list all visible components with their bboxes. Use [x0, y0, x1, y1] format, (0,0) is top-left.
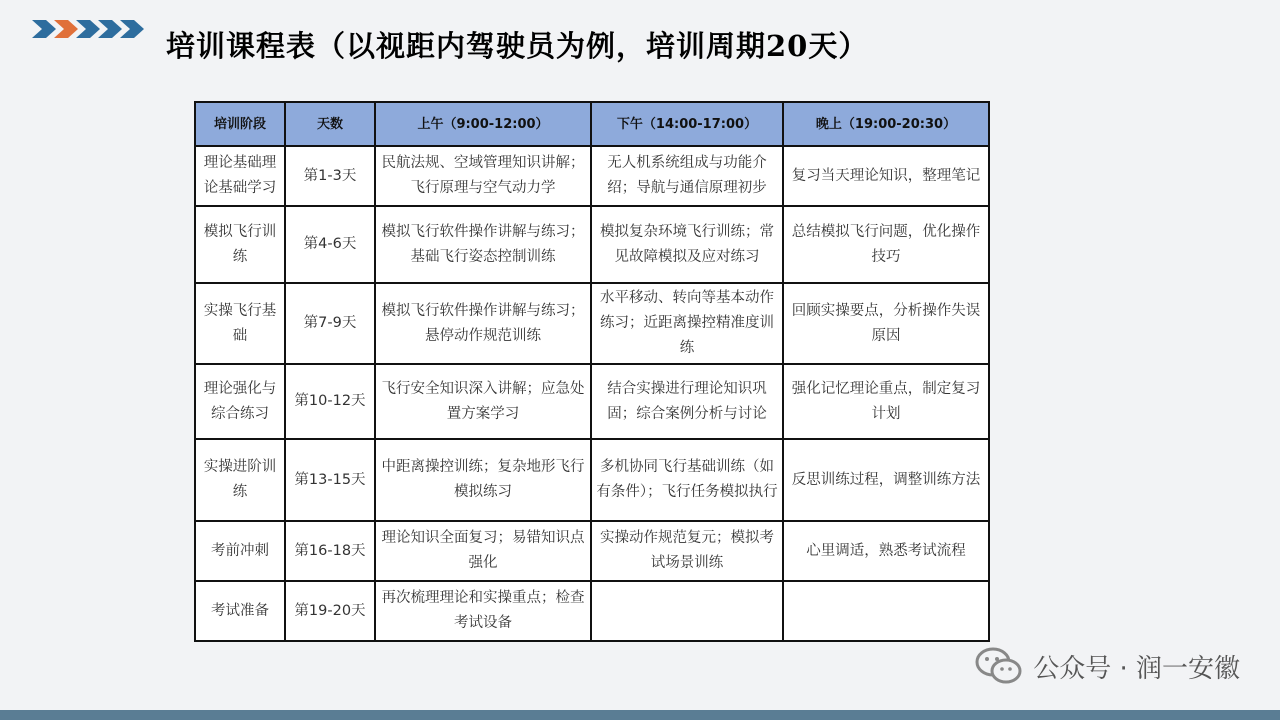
cell-evening: 回顾实操要点，分析操作失误原因	[783, 283, 989, 364]
page-title: 培训课程表（以视距内驾驶员为例，培训周期20天）	[166, 29, 869, 63]
cell-days: 第1-3天	[285, 146, 375, 206]
cell-afternoon: 无人机系统组成与功能介绍；导航与通信原理初步	[591, 146, 783, 206]
cell-stage: 考试准备	[195, 581, 285, 641]
cell-evening: 总结模拟飞行问题，优化操作技巧	[783, 206, 989, 283]
cell-morning: 理论知识全面复习；易错知识点强化	[375, 521, 591, 581]
schedule-table	[194, 101, 990, 642]
cell-morning: 飞行安全知识深入讲解；应急处置方案学习	[375, 364, 591, 439]
table-row	[195, 283, 989, 364]
cell-morning: 模拟飞行软件操作讲解与练习；悬停动作规范训练	[375, 283, 591, 364]
cell-stage: 理论强化与综合练习	[195, 364, 285, 439]
watermark	[975, 646, 1240, 686]
cell-evening: 复习当天理论知识，整理笔记	[783, 146, 989, 206]
table-row	[195, 521, 989, 581]
wechat-icon	[975, 646, 1023, 686]
cell-days: 第13-15天	[285, 439, 375, 521]
bottom-bar	[0, 710, 1280, 720]
chevron-icon	[120, 18, 146, 40]
header-stage: 培训阶段	[195, 102, 285, 146]
table-row	[195, 206, 989, 283]
cell-morning: 民航法规、空域管理知识讲解；飞行原理与空气动力学	[375, 146, 591, 206]
header-days: 天数	[285, 102, 375, 146]
table-row	[195, 581, 989, 641]
table-row	[195, 146, 989, 206]
cell-stage: 考前冲刺	[195, 521, 285, 581]
cell-afternoon: 模拟复杂环境飞行训练；常见故障模拟及应对练习	[591, 206, 783, 283]
header-afternoon: 下午（14:00-17:00）	[591, 102, 783, 146]
cell-stage: 模拟飞行训练	[195, 206, 285, 283]
cell-evening: 反思训练过程，调整训练方法	[783, 439, 989, 521]
cell-morning: 模拟飞行软件操作讲解与练习；基础飞行姿态控制训练	[375, 206, 591, 283]
cell-afternoon	[591, 581, 783, 641]
cell-stage: 理论基础理论基础学习	[195, 146, 285, 206]
cell-afternoon: 实操动作规范复元；模拟考试场景训练	[591, 521, 783, 581]
cell-days: 第10-12天	[285, 364, 375, 439]
table-row	[195, 364, 989, 439]
cell-afternoon: 多机协同飞行基础训练（如有条件）；飞行任务模拟执行	[591, 439, 783, 521]
header-morning: 上午（9:00-12:00）	[375, 102, 591, 146]
cell-morning: 中距离操控训练；复杂地形飞行模拟练习	[375, 439, 591, 521]
table-row	[195, 439, 989, 521]
table-header-row	[195, 102, 989, 146]
cell-days: 第19-20天	[285, 581, 375, 641]
cell-afternoon: 水平移动、转向等基本动作练习；近距离操控精准度训练	[591, 283, 783, 364]
cell-afternoon: 结合实操进行理论知识巩固；综合案例分析与讨论	[591, 364, 783, 439]
cell-stage: 实操飞行基础	[195, 283, 285, 364]
title-chevrons	[32, 18, 142, 40]
watermark-text: 公众号 · 润一安徽	[1033, 653, 1240, 684]
cell-stage: 实操进阶训练	[195, 439, 285, 521]
cell-evening: 强化记忆理论重点，制定复习计划	[783, 364, 989, 439]
cell-evening	[783, 581, 989, 641]
cell-morning: 再次梳理理论和实操重点；检查考试设备	[375, 581, 591, 641]
cell-days: 第16-18天	[285, 521, 375, 581]
header-evening: 晚上（19:00-20:30）	[783, 102, 989, 146]
cell-evening: 心里调适，熟悉考试流程	[783, 521, 989, 581]
cell-days: 第4-6天	[285, 206, 375, 283]
cell-days: 第7-9天	[285, 283, 375, 364]
